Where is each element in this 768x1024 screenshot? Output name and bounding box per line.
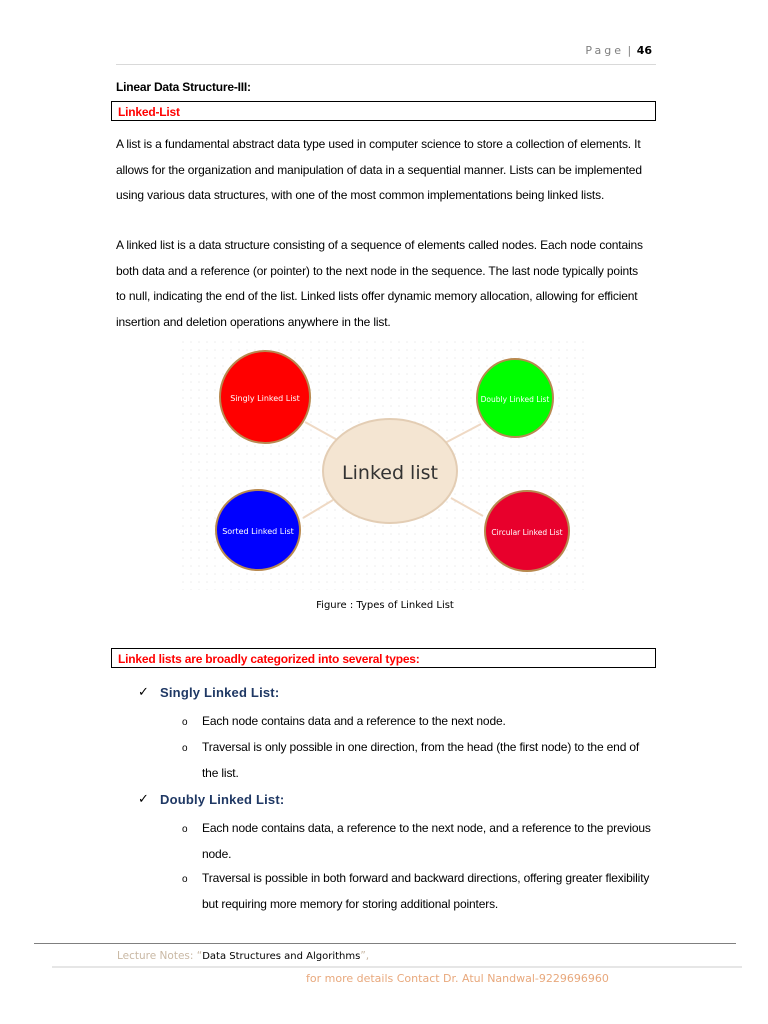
- header-rule: [116, 64, 656, 65]
- figure-diagram: [181, 340, 587, 590]
- singly-linked-node-label: Singly Linked List: [230, 394, 300, 403]
- footer-course: Data Structures and Algorithms: [202, 951, 361, 962]
- page-number: [560, 44, 652, 57]
- paragraph-linked-list: [116, 233, 656, 335]
- list-item: [202, 735, 658, 786]
- footer-rule: [52, 966, 742, 968]
- type-heading-doubly: Doubly Linked List:: [160, 792, 285, 807]
- list-item-line: Traversal is only possible in one direction, from the head (the first node) to the end of: [202, 740, 640, 754]
- footer-contact: for more details Contact Dr. Atul Nandwal-9229696960: [306, 972, 609, 985]
- paragraph-line: A list is a fundamental abstract data type used in computer science to store a collection of elements. It: [116, 137, 641, 151]
- list-item-line: Each node contains data and a reference to the next node.: [202, 714, 506, 728]
- section-title: Linked lists are broadly categorized into several types:: [118, 652, 420, 666]
- list-item: [202, 709, 658, 735]
- list-item: [202, 816, 658, 867]
- paragraph-line: A linked list is a data structure consisting of a sequence of elements called nodes. Each node contains: [116, 238, 643, 252]
- bullet-circle-icon: o: [182, 743, 188, 754]
- bullet-circle-icon: o: [182, 717, 188, 728]
- paragraph-line: both data and a reference (or pointer) to the next node in the sequence. The last node typically points: [116, 263, 639, 278]
- paragraph-intro: [116, 132, 656, 209]
- type-heading-singly: Singly Linked List:: [160, 685, 280, 700]
- section-title: Linked-List: [118, 105, 180, 119]
- list-item: [202, 866, 658, 917]
- footer-lecture-notes: [117, 950, 369, 962]
- check-icon: ✓: [138, 684, 149, 699]
- page-heading: Linear Data Structure-III:: [116, 80, 251, 94]
- sorted-linked-node-label: Sorted Linked List: [222, 527, 294, 536]
- bullet-circle-icon: o: [182, 874, 188, 885]
- bullet-circle-icon: o: [182, 824, 188, 835]
- page-number-value: 46: [636, 44, 652, 57]
- list-item-line: Each node contains data, a reference to the next node, and a reference to the previous: [202, 821, 651, 835]
- section-title-box: [111, 101, 656, 121]
- figure-caption: Figure : Types of Linked List: [316, 600, 454, 611]
- page-separator: |: [627, 44, 632, 57]
- circular-linked-node-label: Circular Linked List: [491, 528, 563, 537]
- paragraph-line: allows for the organization and manipulation of data in a sequential manner. Lists can be implemented: [116, 162, 642, 177]
- list-item-line: Traversal is possible in both forward and backward directions, offering greater flexibility: [202, 871, 650, 885]
- doubly-linked-node-label: Doubly Linked List: [480, 395, 550, 404]
- paragraph-line: using various data structures, with one of the most common implementations being linked lists.: [116, 188, 605, 202]
- paragraph-line: to null, indicating the end of the list. Linked lists offer dynamic memory allocation, allowing for efficient: [116, 289, 638, 303]
- footer-rule: [34, 943, 736, 944]
- paragraph-line: insertion and deletion operations anywhere in the list.: [116, 314, 391, 329]
- page-label: Page: [585, 44, 624, 57]
- check-icon: ✓: [138, 791, 149, 806]
- list-item-line: but requiring more memory for storing additional pointers.: [202, 896, 499, 911]
- footer-suffix: ”,: [360, 950, 370, 962]
- list-item-line: the list.: [202, 765, 239, 780]
- section-title-box: [111, 648, 656, 668]
- linked-list-types-figure: [181, 340, 587, 590]
- footer-prefix: Lecture Notes: “: [117, 950, 203, 962]
- list-item-line: node.: [202, 846, 232, 861]
- center-node-label: Linked list: [342, 462, 438, 484]
